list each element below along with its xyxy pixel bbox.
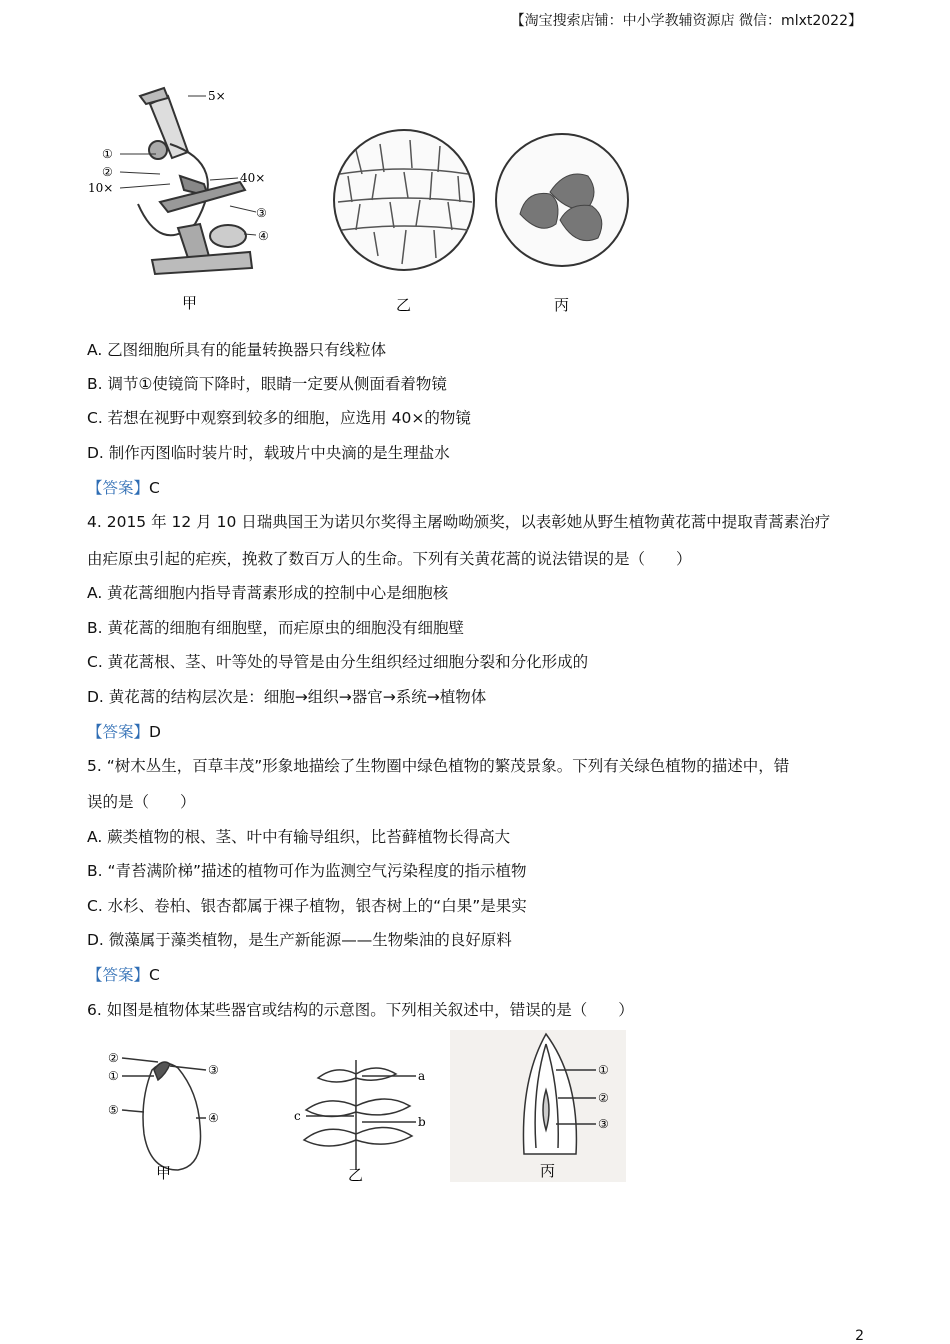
q4-answer — [87, 722, 161, 742]
figure-q6 — [100, 1030, 630, 1186]
seed-label-1: ① — [108, 1069, 119, 1083]
answer-value: D — [149, 723, 161, 741]
figure-q3 — [80, 84, 640, 320]
stem-label-c: c — [294, 1109, 301, 1123]
bean-seed-diagram — [122, 1058, 206, 1170]
onion-cells-diagram — [334, 130, 474, 270]
q5-answer — [87, 965, 160, 985]
q5-option-a: A. 蕨类植物的根、茎、叶中有输导组织，比苔藓植物长得高大 — [87, 828, 511, 846]
seed-label-4: ④ — [208, 1111, 219, 1125]
seed-label-2: ② — [108, 1051, 119, 1065]
answer-value: C — [149, 479, 160, 497]
q3-answer — [87, 478, 160, 498]
stem-caption: 乙 — [348, 1166, 364, 1184]
seed-label-5: ⑤ — [108, 1103, 119, 1117]
microscope-diagram — [138, 88, 252, 274]
q3-option-b: B. 调节①使镜筒下降时，眼睛一定要从侧面看着物镜 — [87, 375, 447, 393]
answer-tag: 【答案】 — [87, 479, 150, 497]
q4-option-d: D. 黄花蒿的结构层次是：细胞→组织→器官→系统→植物体 — [87, 688, 487, 706]
q3-option-c: C. 若想在视野中观察到较多的细胞，应选用 40×的物镜 — [87, 409, 471, 427]
q5-stem-line2: 误的是（ ） — [87, 793, 196, 811]
bud-caption: 丙 — [540, 1162, 556, 1180]
answer-tag: 【答案】 — [87, 723, 150, 741]
caption-yi: 乙 — [396, 296, 412, 314]
q3-option-d: D. 制作丙图临时装片时，载玻片中央滴的是生理盐水 — [87, 444, 450, 462]
q5-option-c: C. 水杉、卷柏、银杏都属于裸子植物，银杏树上的“白果”是果实 — [87, 897, 527, 915]
seed-caption: 甲 — [156, 1164, 172, 1182]
caption-jia: 甲 — [182, 294, 198, 312]
answer-value: C — [149, 966, 160, 984]
bud-label-2: ② — [598, 1091, 609, 1105]
q4-option-c: C. 黄花蒿根、茎、叶等处的导管是由分生组织经过细胞分裂和分化形成的 — [87, 653, 589, 671]
q4-option-b: B. 黄花蒿的细胞有细胞壁，而疟原虫的细胞没有细胞壁 — [87, 619, 464, 637]
q4-option-a: A. 黄花蒿细胞内指导青蒿素形成的控制中心是细胞核 — [87, 584, 449, 602]
q5-stem-line1: 5. “树木丛生，百草丰茂”形象地描绘了生物圈中绿色植物的繁茂景象。下列有关绿色植物的描述中，错 — [87, 757, 790, 775]
cheek-cells-diagram — [496, 134, 628, 266]
q4-stem-line1: 4. 2015 年 12 月 10 日瑞典国王为诺贝尔奖得主屠呦呦颁奖，以表彰她从野生植物黄花蒿中提取青蒿素治疗 — [87, 513, 831, 531]
q5-option-d: D. 微藻属于藻类植物，是生产新能源——生物柴油的良好原料 — [87, 931, 512, 949]
q5-option-b: B. “青苔满阶梯”描述的植物可作为监测空气污染程度的指示植物 — [87, 862, 527, 880]
page-number: 2 — [855, 1328, 864, 1344]
stem-leaf-diagram — [304, 1060, 416, 1170]
answer-tag: 【答案】 — [87, 966, 150, 984]
q6-stem: 6. 如图是植物体某些器官或结构的示意图。下列相关叙述中，错误的是（ ） — [87, 1001, 634, 1019]
label-10x: 10× — [88, 181, 114, 195]
label-3: ③ — [256, 206, 267, 220]
label-2: ② — [102, 165, 113, 179]
q3-option-a: A. 乙图细胞所具有的能量转换器只有线粒体 — [87, 341, 387, 359]
label-40x: 40× — [240, 171, 266, 185]
seed-label-3: ③ — [208, 1063, 219, 1077]
label-5x: 5× — [208, 89, 226, 103]
label-1: ① — [102, 147, 113, 161]
label-4: ④ — [258, 229, 269, 243]
stem-label-a: a — [418, 1069, 426, 1083]
bud-label-3: ③ — [598, 1117, 609, 1131]
stem-label-b: b — [418, 1115, 426, 1129]
q4-stem-line2: 由疟原虫引起的疟疾，挽救了数百万人的生命。下列有关黄花蒿的说法错误的是（ ） — [87, 550, 692, 568]
page-header: 【淘宝搜索店铺：中小学教辅资源店 微信：mlxt2022】 — [510, 13, 862, 29]
caption-bing: 丙 — [554, 296, 570, 314]
bud-label-1: ① — [598, 1063, 609, 1077]
